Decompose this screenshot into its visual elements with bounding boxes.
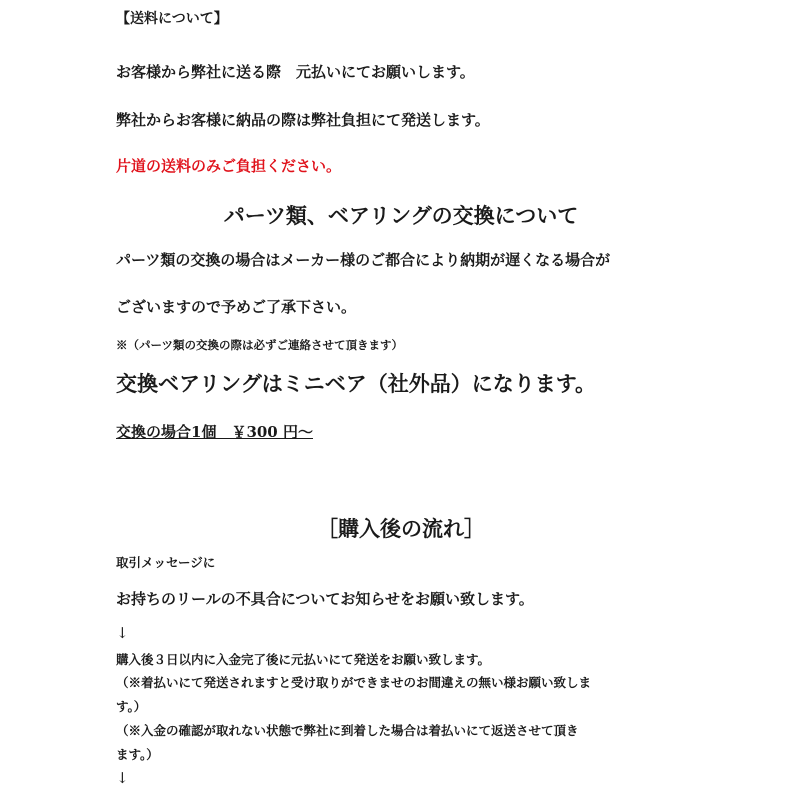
down-arrow-icon: ↓ (116, 769, 129, 787)
parts-note: ※（パーツ類の交換の際は必ずご連絡させて頂きます） (116, 338, 404, 352)
flow-note-1a: （※着払いにて発送されますと受け取りができませのお間違えの無い様お願い致しま (116, 675, 592, 690)
flow-note-1b: す。） (116, 699, 147, 714)
flow-line-1: 取引メッセージに (116, 555, 216, 570)
flow-note-2a: （※入金の確認が取れない状態で弊社に到着した場合は着払いにて返送させて頂き (116, 723, 579, 738)
shipping-heading: 【送料について】 (116, 11, 228, 27)
shipping-line-1: お客様から弊社に送る際 元払いにてお願いします。 (116, 63, 475, 81)
exchange-price: 交換の場合1個 ￥300 円～ (116, 423, 313, 441)
parts-line-1: パーツ類の交換の場合はメーカー様のご都合により納期が遅くなる場合が (116, 251, 611, 269)
parts-line-2: ございますので予めご了承下さい。 (116, 298, 357, 316)
flow-line-3: 購入後３日以内に入金完了後に元払いにて発送をお願い致します。 (116, 652, 491, 667)
flow-heading: ［購入後の流れ］ (317, 516, 485, 541)
flow-note-2b: ます。） (116, 747, 159, 762)
shipping-line-2: 弊社からお客様に納品の際は弊社負担にて発送します。 (116, 111, 490, 129)
flow-line-2: お持ちのリールの不具合についてお知らせをお願い致します。 (116, 590, 534, 608)
down-arrow-icon: ↓ (116, 624, 129, 642)
shipping-note-red: 片道の送料のみご負担ください。 (116, 157, 342, 175)
parts-heading: パーツ類、ベアリングの交換について (223, 203, 579, 228)
bearing-statement: 交換ベアリングはミニベア（社外品）になります。 (116, 371, 597, 396)
